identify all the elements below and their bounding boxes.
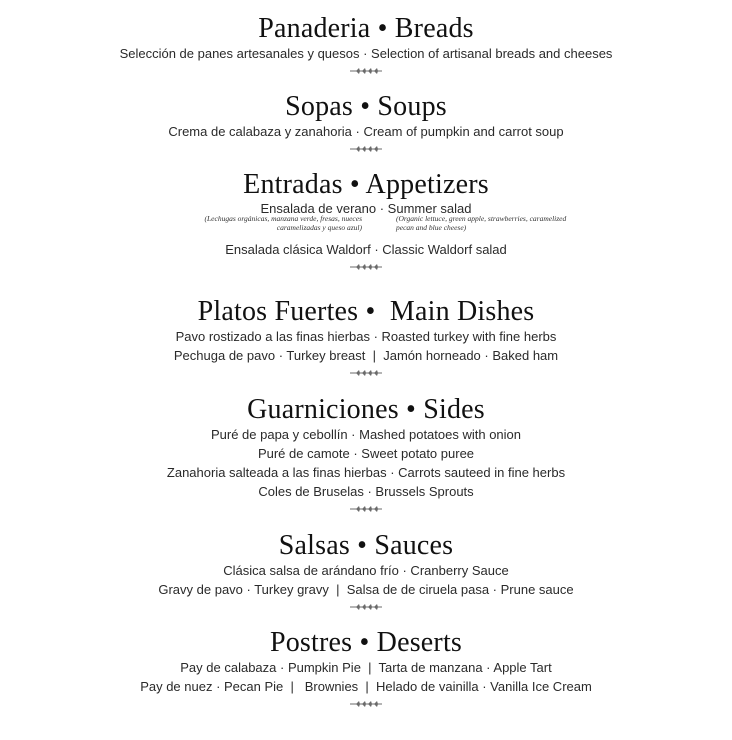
section-heading: Postres • Deserts — [269, 627, 463, 658]
menu-item: Pechuga de pavo · Turkey breast | Jamón horneado · Baked ham — [173, 348, 559, 363]
sprig-ornament-icon — [0, 369, 732, 377]
ingredients-note-en: (Organic lettuce, green apple, strawberries, caramelized pecan and blue cheese) — [396, 214, 567, 232]
sprig-ornament-icon — [0, 700, 732, 708]
menu-item: Puré de camote · Sweet potato puree — [257, 446, 475, 461]
menu-item: Crema de calabaza y zanahoria · Cream of pumpkin and carrot soup — [168, 124, 564, 139]
menu-item: Selección de panes artesanales y quesos · Selection of artisanal breads and cheeses — [119, 46, 613, 61]
section-heading: Guarniciones • Sides — [247, 394, 485, 425]
section-heading: Salsas • Sauces — [278, 530, 454, 561]
section-soups — [0, 92, 732, 153]
menu-item: Pavo rostizado a las finas hierbas · Roasted turkey with fine herbs — [175, 329, 557, 344]
section-heading: Panaderia • Breads — [258, 13, 474, 44]
sprig-ornament-icon — [0, 603, 732, 611]
menu-item: Zanahoria salteada a las finas hierbas · Carrots sauteed in fine herbs — [166, 465, 566, 480]
section-heading: Platos Fuertes • Main Dishes — [197, 296, 535, 327]
menu-item: Pay de calabaza · Pumpkin Pie | Tarta de manzana · Apple Tart — [180, 660, 552, 675]
menu-item: Coles de Bruselas · Brussels Sprouts — [258, 484, 474, 499]
menu-item: Clásica salsa de arándano frío · Cranberry Sauce — [223, 563, 509, 578]
section-sauces — [0, 531, 732, 611]
sprig-ornament-icon — [0, 67, 732, 75]
section-deserts — [0, 628, 732, 708]
summer-salad-block — [0, 200, 732, 234]
menu-item: Ensalada de verano · Summer salad — [260, 201, 472, 216]
menu-item: Ensalada clásica Waldorf · Classic Waldorf salad — [225, 242, 507, 257]
section-heading: Entradas • Appetizers — [243, 169, 489, 200]
section-breads — [0, 14, 732, 75]
section-appetizers — [0, 170, 732, 271]
sprig-ornament-icon — [0, 505, 732, 513]
menu-item: Pay de nuez · Pecan Pie | Brownies | Helado de vainilla · Vanilla Ice Cream — [140, 679, 592, 694]
section-heading: Sopas • Soups — [285, 91, 447, 122]
sprig-ornament-icon — [0, 145, 732, 153]
section-sides — [0, 395, 732, 513]
ingredients-note-es: (Lechugas orgánicas, manzana verde, fresas, nueces caramelizadas y queso azul) — [204, 214, 362, 232]
menu-item: Gravy de pavo · Turkey gravy | Salsa de de ciruela pasa · Prune sauce — [158, 582, 574, 597]
menu-item: Puré de papa y cebollín · Mashed potatoes with onion — [210, 427, 522, 442]
sprig-ornament-icon — [0, 263, 732, 271]
section-main-dishes — [0, 297, 732, 377]
